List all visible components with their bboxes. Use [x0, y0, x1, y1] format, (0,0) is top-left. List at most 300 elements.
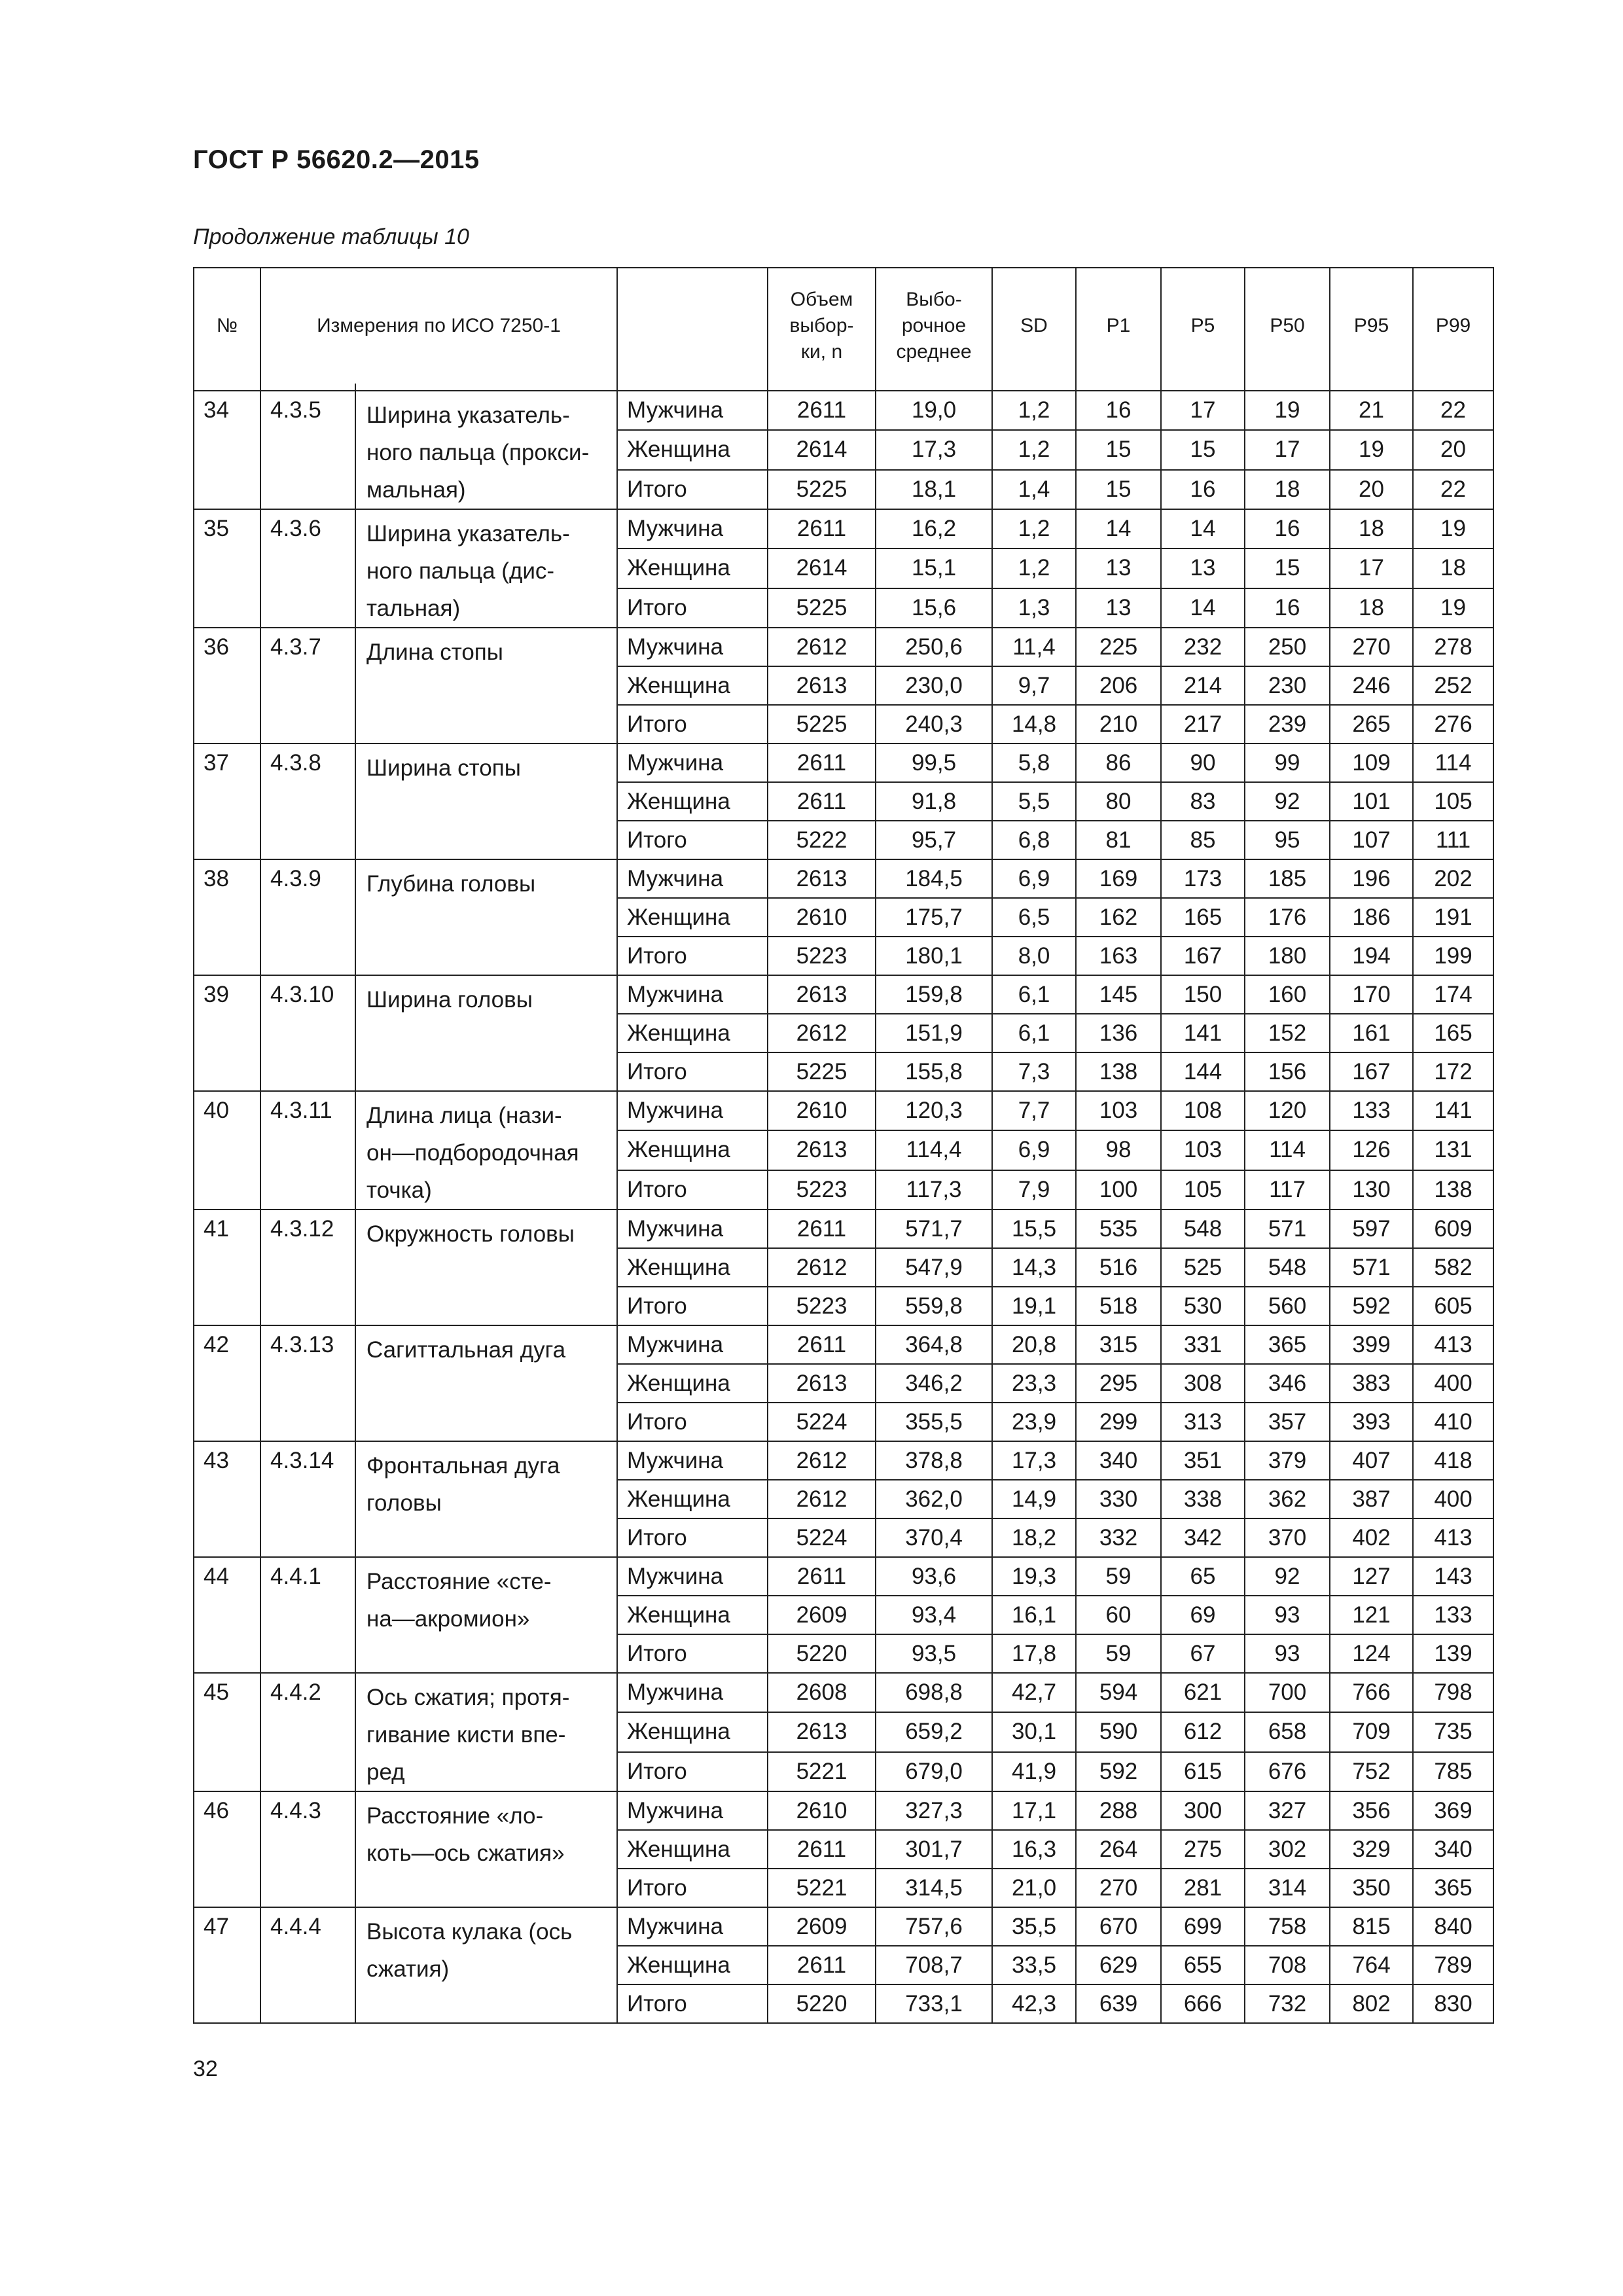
header-p5: P5: [1161, 268, 1245, 384]
value-p99: 830: [1413, 1984, 1493, 2023]
value-n: 2611: [768, 1210, 876, 1248]
value-n: 5223: [768, 1287, 876, 1325]
iso-code: 4.3.5: [260, 391, 355, 509]
measurement-name: [355, 1441, 617, 1557]
measurement-line: он—подбородочная: [366, 1140, 579, 1166]
value-sd: 33,5: [992, 1946, 1076, 1984]
value-p50: 379: [1245, 1441, 1330, 1480]
sex-cell: Итого: [617, 1287, 768, 1325]
value-mean: 230,0: [876, 666, 992, 705]
value-sd: 1,2: [992, 548, 1076, 588]
value-p50: 239: [1245, 705, 1330, 744]
sex-cell: Мужчина: [617, 391, 768, 430]
value-mean: 175,7: [876, 898, 992, 937]
value-p5: 16: [1161, 470, 1245, 509]
value-p5: 108: [1161, 1091, 1245, 1130]
sex-cell: Женщина: [617, 1248, 768, 1287]
value-n: 5220: [768, 1634, 876, 1673]
value-p50: 732: [1245, 1984, 1330, 2023]
value-p95: 764: [1330, 1946, 1413, 1984]
measurement-name: [355, 1907, 617, 2023]
value-n: 5225: [768, 1052, 876, 1091]
table-row: [194, 1325, 1493, 1364]
value-p1: 518: [1076, 1287, 1161, 1325]
value-p1: 13: [1076, 588, 1161, 628]
value-p50: 314: [1245, 1869, 1330, 1907]
value-p5: 217: [1161, 705, 1245, 744]
value-n: 2613: [768, 975, 876, 1014]
value-p95: 18: [1330, 588, 1413, 628]
measurement-name: [355, 975, 617, 1091]
value-mean: 355,5: [876, 1403, 992, 1441]
value-p50: 156: [1245, 1052, 1330, 1091]
value-mean: 95,7: [876, 821, 992, 859]
value-p1: 15: [1076, 470, 1161, 509]
value-sd: 23,9: [992, 1403, 1076, 1441]
value-p95: 167: [1330, 1052, 1413, 1091]
measurement-line: Окружность головы: [366, 1221, 575, 1247]
value-n: 2609: [768, 1907, 876, 1946]
value-n: 2610: [768, 1791, 876, 1830]
header-mean-line1: Выбо-: [906, 289, 962, 310]
measurement-line: сжатия): [366, 1956, 450, 1982]
value-p1: 136: [1076, 1014, 1161, 1052]
value-p99: 141: [1413, 1091, 1493, 1130]
value-p5: 167: [1161, 937, 1245, 975]
row-number: 41: [194, 1210, 260, 1325]
value-n: 2611: [768, 1830, 876, 1869]
value-p1: 162: [1076, 898, 1161, 937]
value-p1: 14: [1076, 509, 1161, 548]
value-p95: 126: [1330, 1130, 1413, 1170]
table-row: [194, 1557, 1493, 1596]
value-n: 2613: [768, 1364, 876, 1403]
value-p99: 605: [1413, 1287, 1493, 1325]
value-sd: 1,3: [992, 588, 1076, 628]
value-p99: 413: [1413, 1325, 1493, 1364]
value-p95: 402: [1330, 1518, 1413, 1557]
measurement-name: [355, 509, 617, 628]
value-n: 2609: [768, 1596, 876, 1634]
sex-cell: Итого: [617, 588, 768, 628]
value-n: 5221: [768, 1869, 876, 1907]
value-sd: 6,1: [992, 975, 1076, 1014]
iso-code: 4.3.8: [260, 744, 355, 859]
value-p95: 121: [1330, 1596, 1413, 1634]
value-p1: 516: [1076, 1248, 1161, 1287]
value-mean: 18,1: [876, 470, 992, 509]
value-sd: 6,1: [992, 1014, 1076, 1052]
measurement-name: [355, 1325, 617, 1441]
header-separator-row: [194, 384, 1493, 391]
value-p99: 278: [1413, 628, 1493, 666]
value-mean: 698,8: [876, 1673, 992, 1712]
value-p50: 117: [1245, 1170, 1330, 1210]
value-p95: 186: [1330, 898, 1413, 937]
value-p50: 357: [1245, 1403, 1330, 1441]
value-p1: 535: [1076, 1210, 1161, 1248]
value-p50: 708: [1245, 1946, 1330, 1984]
iso-code: 4.4.1: [260, 1557, 355, 1673]
value-p99: 165: [1413, 1014, 1493, 1052]
sex-cell: Итого: [617, 1984, 768, 2023]
value-mean: 180,1: [876, 937, 992, 975]
value-p50: 19: [1245, 391, 1330, 430]
value-p5: 141: [1161, 1014, 1245, 1052]
value-p50: 180: [1245, 937, 1330, 975]
value-n: 5221: [768, 1752, 876, 1791]
row-number: 38: [194, 859, 260, 975]
value-p5: 351: [1161, 1441, 1245, 1480]
value-p99: 20: [1413, 430, 1493, 469]
value-p5: 331: [1161, 1325, 1245, 1364]
value-p50: 370: [1245, 1518, 1330, 1557]
value-mean: 733,1: [876, 1984, 992, 2023]
value-p5: 14: [1161, 509, 1245, 548]
value-p50: 95: [1245, 821, 1330, 859]
value-p99: 131: [1413, 1130, 1493, 1170]
value-p5: 103: [1161, 1130, 1245, 1170]
value-mean: 659,2: [876, 1712, 992, 1751]
row-number: 39: [194, 975, 260, 1091]
value-p1: 145: [1076, 975, 1161, 1014]
table-row: [194, 1673, 1493, 1712]
value-sd: 17,1: [992, 1791, 1076, 1830]
value-p95: 101: [1330, 782, 1413, 821]
iso-code: 4.3.14: [260, 1441, 355, 1557]
value-sd: 1,4: [992, 470, 1076, 509]
header-p99: P99: [1413, 268, 1493, 384]
measurement-name: [355, 391, 617, 509]
value-mean: 155,8: [876, 1052, 992, 1091]
value-mean: 370,4: [876, 1518, 992, 1557]
value-p5: 173: [1161, 859, 1245, 898]
sex-cell: Женщина: [617, 666, 768, 705]
sex-cell: Итого: [617, 821, 768, 859]
measurement-line: Расстояние «ло-: [366, 1803, 544, 1829]
sex-cell: Итого: [617, 1518, 768, 1557]
table-row: [194, 628, 1493, 666]
value-mean: 16,2: [876, 509, 992, 548]
row-number: 36: [194, 628, 260, 744]
value-p1: 100: [1076, 1170, 1161, 1210]
value-n: 2611: [768, 744, 876, 782]
value-n: 2611: [768, 1557, 876, 1596]
iso-code: 4.4.3: [260, 1791, 355, 1907]
row-number: 42: [194, 1325, 260, 1441]
value-mean: 17,3: [876, 430, 992, 469]
value-sd: 35,5: [992, 1907, 1076, 1946]
value-p99: 369: [1413, 1791, 1493, 1830]
value-mean: 346,2: [876, 1364, 992, 1403]
iso-code: 4.3.11: [260, 1091, 355, 1210]
value-p50: 16: [1245, 509, 1330, 548]
value-p99: 138: [1413, 1170, 1493, 1210]
value-mean: 559,8: [876, 1287, 992, 1325]
value-p50: 93: [1245, 1634, 1330, 1673]
value-p95: 407: [1330, 1441, 1413, 1480]
value-n: 5225: [768, 588, 876, 628]
value-p1: 639: [1076, 1984, 1161, 2023]
value-p99: 252: [1413, 666, 1493, 705]
value-mean: 114,4: [876, 1130, 992, 1170]
value-p5: 144: [1161, 1052, 1245, 1091]
sex-cell: Женщина: [617, 1946, 768, 1984]
value-mean: 15,6: [876, 588, 992, 628]
value-p50: 16: [1245, 588, 1330, 628]
value-mean: 93,4: [876, 1596, 992, 1634]
value-sd: 42,7: [992, 1673, 1076, 1712]
value-p5: 165: [1161, 898, 1245, 937]
measurement-line: Длина лица (нази-: [366, 1103, 562, 1128]
header-p95: P95: [1330, 268, 1413, 384]
value-sd: 7,7: [992, 1091, 1076, 1130]
measurement-line: мальная): [366, 477, 466, 503]
sex-cell: Женщина: [617, 1014, 768, 1052]
value-p1: 330: [1076, 1480, 1161, 1518]
value-p95: 766: [1330, 1673, 1413, 1712]
value-p95: 752: [1330, 1752, 1413, 1791]
value-p99: 410: [1413, 1403, 1493, 1441]
value-p50: 99: [1245, 744, 1330, 782]
row-number: 40: [194, 1091, 260, 1210]
value-p99: 111: [1413, 821, 1493, 859]
value-p5: 214: [1161, 666, 1245, 705]
value-p99: 340: [1413, 1830, 1493, 1869]
value-p5: 530: [1161, 1287, 1245, 1325]
value-p99: 114: [1413, 744, 1493, 782]
value-p5: 338: [1161, 1480, 1245, 1518]
iso-code: 4.3.9: [260, 859, 355, 975]
value-n: 2611: [768, 391, 876, 430]
measurement-line: Высота кулака (ось: [366, 1919, 573, 1945]
value-sd: 14,8: [992, 705, 1076, 744]
value-p50: 176: [1245, 898, 1330, 937]
value-p99: 105: [1413, 782, 1493, 821]
value-p99: 413: [1413, 1518, 1493, 1557]
value-mean: 250,6: [876, 628, 992, 666]
value-p5: 67: [1161, 1634, 1245, 1673]
value-n: 5224: [768, 1403, 876, 1441]
value-p1: 670: [1076, 1907, 1161, 1946]
value-p50: 250: [1245, 628, 1330, 666]
value-p5: 232: [1161, 628, 1245, 666]
measurement-line: Фронтальная дуга: [366, 1453, 560, 1479]
value-p99: 789: [1413, 1946, 1493, 1984]
row-number: 44: [194, 1557, 260, 1673]
value-p1: 16: [1076, 391, 1161, 430]
value-p99: 840: [1413, 1907, 1493, 1946]
measurement-line: головы: [366, 1490, 442, 1516]
value-p95: 393: [1330, 1403, 1413, 1441]
value-p95: 597: [1330, 1210, 1413, 1248]
sex-cell: Женщина: [617, 1130, 768, 1170]
value-sd: 8,0: [992, 937, 1076, 975]
row-number: 37: [194, 744, 260, 859]
value-p1: 315: [1076, 1325, 1161, 1364]
value-p1: 332: [1076, 1518, 1161, 1557]
sex-cell: Итого: [617, 705, 768, 744]
sex-cell: Мужчина: [617, 509, 768, 548]
value-n: 2611: [768, 509, 876, 548]
header-no: №: [194, 268, 260, 384]
iso-code: 4.3.13: [260, 1325, 355, 1441]
value-p95: 133: [1330, 1091, 1413, 1130]
value-n: 2614: [768, 430, 876, 469]
value-mean: 547,9: [876, 1248, 992, 1287]
value-p50: 365: [1245, 1325, 1330, 1364]
value-p1: 169: [1076, 859, 1161, 898]
measurement-line: тальная): [366, 596, 461, 621]
value-sd: 6,9: [992, 1130, 1076, 1170]
iso-code: 4.3.7: [260, 628, 355, 744]
measurement-line: точка): [366, 1177, 432, 1203]
value-n: 5220: [768, 1984, 876, 2023]
sex-cell: Мужчина: [617, 859, 768, 898]
value-sd: 1,2: [992, 430, 1076, 469]
value-p50: 327: [1245, 1791, 1330, 1830]
value-p1: 206: [1076, 666, 1161, 705]
value-sd: 7,9: [992, 1170, 1076, 1210]
value-p95: 124: [1330, 1634, 1413, 1673]
measurement-line: Ширина головы: [366, 987, 533, 1013]
sex-cell: Итого: [617, 1052, 768, 1091]
value-p99: 133: [1413, 1596, 1493, 1634]
value-p95: 387: [1330, 1480, 1413, 1518]
value-p5: 90: [1161, 744, 1245, 782]
value-p95: 592: [1330, 1287, 1413, 1325]
measurement-line: на—акромион»: [366, 1606, 530, 1632]
table-header-row: [194, 268, 1493, 384]
header-n-line3: ки, n: [800, 341, 843, 363]
value-p50: 658: [1245, 1712, 1330, 1751]
header-mean-line2: рочное: [901, 315, 967, 336]
value-p95: 194: [1330, 937, 1413, 975]
value-mean: 378,8: [876, 1441, 992, 1480]
header-sex: [617, 268, 768, 384]
table-row: [194, 1907, 1493, 1946]
value-p95: 399: [1330, 1325, 1413, 1364]
iso-code: 4.3.10: [260, 975, 355, 1091]
value-sd: 30,1: [992, 1712, 1076, 1751]
value-p99: 199: [1413, 937, 1493, 975]
value-p95: 350: [1330, 1869, 1413, 1907]
value-p50: 152: [1245, 1014, 1330, 1052]
value-p95: 17: [1330, 548, 1413, 588]
table-row: [194, 859, 1493, 898]
measurement-name: [355, 859, 617, 975]
value-p95: 107: [1330, 821, 1413, 859]
table-row: [194, 744, 1493, 782]
value-p5: 17: [1161, 391, 1245, 430]
value-n: 2610: [768, 1091, 876, 1130]
measurement-line: Расстояние «сте-: [366, 1569, 552, 1594]
measurement-line: ного пальца (прокси-: [366, 440, 590, 465]
value-p1: 264: [1076, 1830, 1161, 1869]
value-p1: 299: [1076, 1403, 1161, 1441]
value-sd: 19,1: [992, 1287, 1076, 1325]
value-sd: 17,8: [992, 1634, 1076, 1673]
value-n: 5223: [768, 1170, 876, 1210]
measurement-name: [355, 744, 617, 859]
sex-cell: Мужчина: [617, 1907, 768, 1946]
value-mean: 93,5: [876, 1634, 992, 1673]
value-n: 2612: [768, 1248, 876, 1287]
value-p99: 191: [1413, 898, 1493, 937]
value-sd: 23,3: [992, 1364, 1076, 1403]
value-p99: 202: [1413, 859, 1493, 898]
value-mean: 757,6: [876, 1907, 992, 1946]
value-mean: 15,1: [876, 548, 992, 588]
value-p5: 14: [1161, 588, 1245, 628]
sex-cell: Женщина: [617, 898, 768, 937]
value-p95: 709: [1330, 1712, 1413, 1751]
sex-cell: Итого: [617, 937, 768, 975]
value-p50: 120: [1245, 1091, 1330, 1130]
header-n-line2: выбор-: [789, 315, 854, 336]
value-mean: 679,0: [876, 1752, 992, 1791]
value-p99: 18: [1413, 548, 1493, 588]
sex-cell: Мужчина: [617, 744, 768, 782]
header-measure: Измерения по ИСО 7250-1: [260, 268, 617, 384]
value-mean: 362,0: [876, 1480, 992, 1518]
value-n: 2611: [768, 1325, 876, 1364]
anthropometry-table: [193, 267, 1494, 2024]
value-p95: 270: [1330, 628, 1413, 666]
value-p5: 621: [1161, 1673, 1245, 1712]
value-p1: 340: [1076, 1441, 1161, 1480]
value-p50: 114: [1245, 1130, 1330, 1170]
value-mean: 151,9: [876, 1014, 992, 1052]
table-body: [194, 391, 1493, 2023]
value-p5: 548: [1161, 1210, 1245, 1248]
header-mean-line3: среднее: [896, 341, 972, 363]
row-number: 43: [194, 1441, 260, 1557]
measurement-line: ред: [366, 1759, 405, 1785]
value-n: 2613: [768, 666, 876, 705]
iso-code: 4.4.2: [260, 1673, 355, 1791]
value-sd: 14,3: [992, 1248, 1076, 1287]
row-number: 47: [194, 1907, 260, 2023]
value-n: 5224: [768, 1518, 876, 1557]
value-p50: 346: [1245, 1364, 1330, 1403]
value-sd: 17,3: [992, 1441, 1076, 1480]
value-p50: 18: [1245, 470, 1330, 509]
table-row: [194, 1791, 1493, 1830]
value-p5: 300: [1161, 1791, 1245, 1830]
value-p99: 798: [1413, 1673, 1493, 1712]
value-p95: 246: [1330, 666, 1413, 705]
value-n: 2610: [768, 898, 876, 937]
value-sd: 6,9: [992, 859, 1076, 898]
value-p1: 163: [1076, 937, 1161, 975]
row-number: 35: [194, 509, 260, 628]
value-n: 5225: [768, 705, 876, 744]
sex-cell: Женщина: [617, 1596, 768, 1634]
value-mean: 327,3: [876, 1791, 992, 1830]
sex-cell: Итого: [617, 1634, 768, 1673]
value-sd: 41,9: [992, 1752, 1076, 1791]
sex-cell: Итого: [617, 1170, 768, 1210]
value-sd: 16,3: [992, 1830, 1076, 1869]
measurement-line: коть—ось сжатия»: [366, 1840, 565, 1866]
value-p99: 174: [1413, 975, 1493, 1014]
value-p1: 86: [1076, 744, 1161, 782]
value-p95: 109: [1330, 744, 1413, 782]
value-sd: 7,3: [992, 1052, 1076, 1091]
measurement-line: ного пальца (дис-: [366, 558, 555, 584]
value-p99: 400: [1413, 1364, 1493, 1403]
